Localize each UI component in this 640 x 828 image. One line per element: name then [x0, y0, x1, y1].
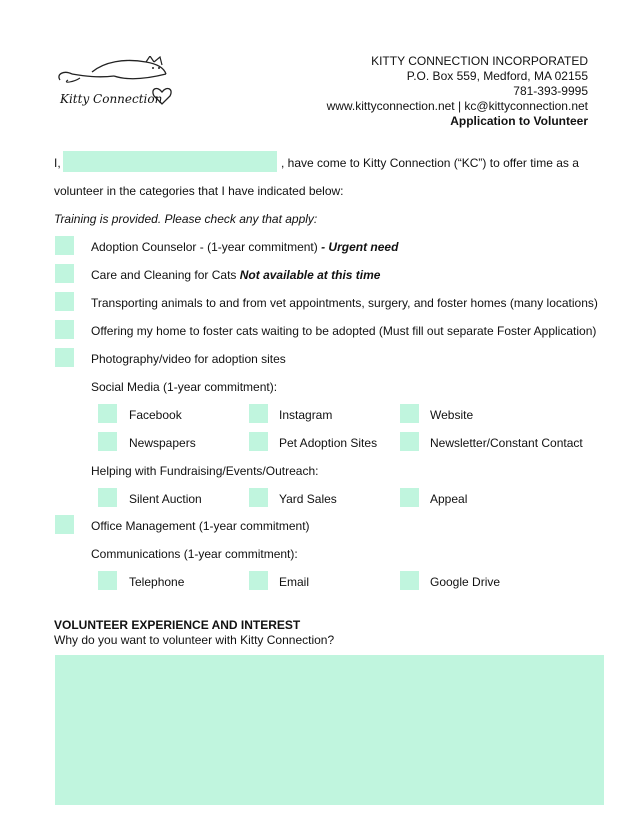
experience-heading: VOLUNTEER EXPERIENCE AND INTEREST	[54, 618, 301, 632]
training-note: Training is provided. Please check any that apply:	[54, 212, 318, 226]
intro-prefix: I,	[54, 156, 61, 170]
label-facebook: Facebook	[129, 408, 182, 422]
experience-question: Why do you want to volunteer with Kitty Connection?	[54, 633, 335, 647]
label-newspapers: Newspapers	[129, 436, 196, 450]
org-address: P.O. Box 559, Medford, MA 02155	[406, 69, 588, 83]
checkbox-photography[interactable]	[55, 348, 74, 367]
communications-heading: Communications (1-year commitment):	[91, 547, 298, 561]
label-yard-sales: Yard Sales	[279, 492, 337, 506]
checkbox-appeal[interactable]	[400, 488, 419, 507]
checkbox-foster-home[interactable]	[55, 320, 74, 339]
not-available-note: Not available at this time	[239, 268, 381, 282]
logo	[54, 56, 182, 114]
volunteer-name-field[interactable]	[63, 151, 277, 172]
checkbox-silent-auction[interactable]	[98, 488, 117, 507]
experience-answer-value	[55, 655, 604, 661]
checkbox-pet-adoption-sites[interactable]	[249, 432, 268, 451]
urgent-need-note: - Urgent need	[317, 240, 399, 254]
checkbox-email[interactable]	[249, 571, 268, 590]
label-newsletter: Newsletter/Constant Contact	[430, 436, 583, 450]
label-pet-adoption-sites: Pet Adoption Sites	[279, 436, 378, 450]
care-cleaning-text: Care and Cleaning for Cats	[91, 268, 240, 282]
label-google-drive: Google Drive	[430, 575, 501, 589]
checkbox-transporting[interactable]	[55, 292, 74, 311]
fundraising-heading: Helping with Fundraising/Events/Outreach:	[91, 464, 319, 478]
label-care-cleaning	[91, 268, 380, 282]
checkbox-newsletter[interactable]	[400, 432, 419, 451]
social-media-heading: Social Media (1-year commitment):	[91, 380, 278, 394]
label-foster-home: Offering my home to foster cats waiting to be adopted (Must fill out separate Foster Application)	[91, 324, 597, 338]
volunteer-name-value	[63, 154, 66, 168]
label-transporting: Transporting animals to and from vet appointments, surgery, and foster homes (many locations)	[91, 296, 598, 310]
checkbox-care-cleaning[interactable]	[55, 264, 74, 283]
label-silent-auction: Silent Auction	[129, 492, 202, 506]
label-photography: Photography/video for adoption sites	[91, 352, 286, 366]
label-adoption-counselor	[91, 240, 398, 254]
checkbox-office-management[interactable]	[55, 515, 74, 534]
org-name: KITTY CONNECTION INCORPORATED	[371, 54, 588, 68]
adoption-counselor-text: Adoption Counselor - (1-year commitment)	[91, 240, 318, 254]
intro-line-2: volunteer in the categories that I have indicated below:	[54, 184, 344, 198]
checkbox-yard-sales[interactable]	[249, 488, 268, 507]
label-instagram: Instagram	[279, 408, 333, 422]
checkbox-google-drive[interactable]	[400, 571, 419, 590]
checkbox-adoption-counselor[interactable]	[55, 236, 74, 255]
label-appeal: Appeal	[430, 492, 468, 506]
checkbox-website[interactable]	[400, 404, 419, 423]
label-email: Email	[279, 575, 310, 589]
checkbox-newspapers[interactable]	[98, 432, 117, 451]
label-website: Website	[430, 408, 474, 422]
label-office-management: Office Management (1-year commitment)	[91, 519, 310, 533]
checkbox-telephone[interactable]	[98, 571, 117, 590]
label-telephone: Telephone	[129, 575, 185, 589]
logo-text: Kitty Connection	[60, 92, 163, 106]
experience-answer-field[interactable]	[55, 655, 604, 805]
org-phone: 781-393-9995	[513, 84, 588, 98]
form-title: Application to Volunteer	[450, 114, 588, 128]
checkbox-instagram[interactable]	[249, 404, 268, 423]
checkbox-facebook[interactable]	[98, 404, 117, 423]
intro-suffix: , have come to Kitty Connection (“KC”) to offer time as a	[281, 156, 579, 170]
org-web-email: www.kittyconnection.net | kc@kittyconnection.net	[326, 99, 588, 113]
